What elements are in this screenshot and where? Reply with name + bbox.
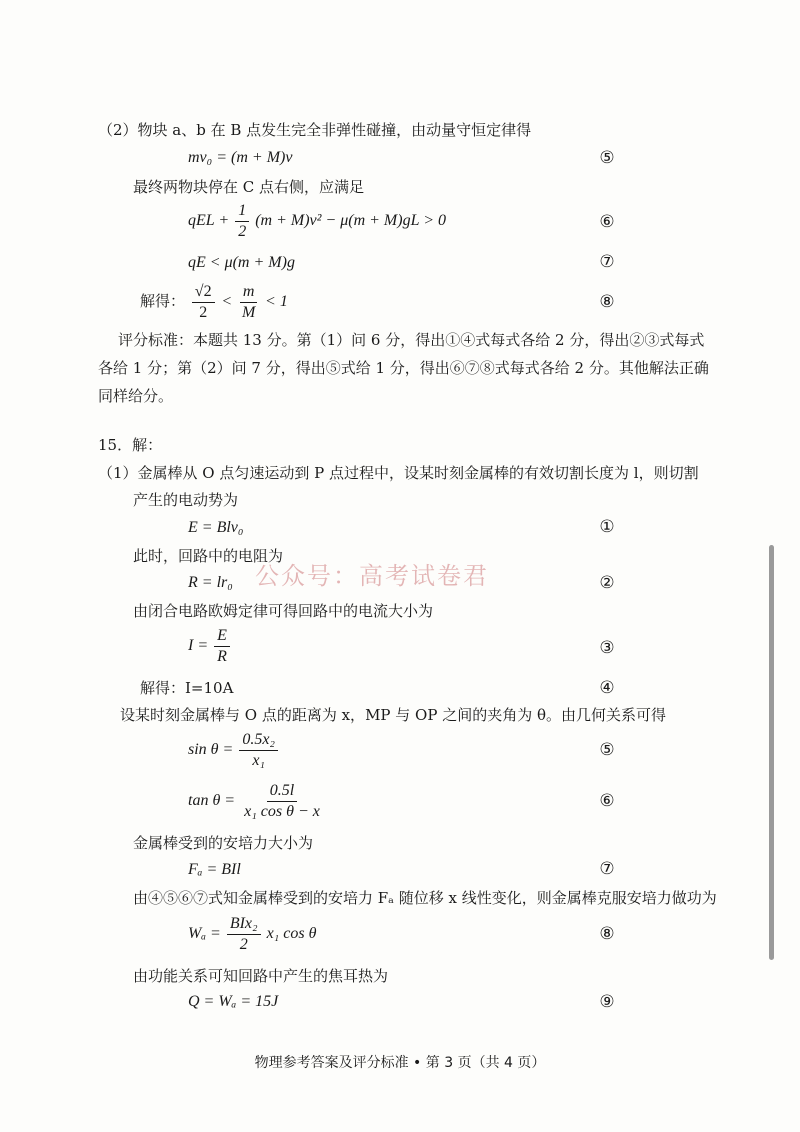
- grading-line-1: 评分标准：本题共 13 分。第（1）问 6 分，得出①④式每式各给 2 分，得出②③式每式: [118, 331, 705, 349]
- equation-9: Q = Wₐ = 15J: [188, 993, 279, 1010]
- eq6a-fraction: [235, 202, 249, 241]
- heat-text: 由功能关系可知回路中产生的焦耳热为: [133, 967, 389, 985]
- q15-intro-2: 产生的电动势为: [133, 491, 239, 509]
- grading-line-2: 各给 1 分；第（2）问 7 分，得出⑤式给 1 分，得出⑥⑦⑧式每式各给 2 分。其他解法正确: [98, 359, 709, 377]
- eq6a-left: qEL +: [188, 212, 230, 230]
- equation-3: [188, 626, 232, 666]
- eq-number-6a: ⑥: [599, 212, 615, 232]
- eq-number-5: ⑤: [599, 740, 615, 760]
- eq8-fraction: [227, 915, 261, 954]
- eq6-denominator: x₁ cos θ − x: [244, 802, 320, 820]
- eq6-left: tan θ =: [188, 792, 236, 809]
- eq6a-right: (m + M)v² − μ(m + M)gL > 0: [255, 212, 446, 230]
- eq8-right: x₁ cos θ: [266, 925, 317, 942]
- eq3-denominator: R: [217, 647, 227, 665]
- eq-number-8: ⑧: [599, 924, 615, 944]
- eq6-fraction: [241, 782, 323, 821]
- page-footer: 物理参考答案及评分标准 • 第 3 页（共 4 页）: [254, 1055, 546, 1071]
- eq8a-fraction-sqrt: [192, 283, 215, 322]
- eq6-numerator: 0.5l: [267, 782, 297, 802]
- eq6a-denominator: 2: [238, 223, 247, 240]
- eq-number-1: ①: [599, 517, 615, 537]
- equation-7a: qE < μ(m + M)g: [188, 254, 295, 271]
- eq3-numerator: E: [214, 627, 230, 647]
- eq5-numerator: 0.5x₂: [239, 731, 278, 751]
- equation-6a: [188, 202, 446, 241]
- eq5-left: sin θ =: [188, 741, 234, 758]
- eq-number-7a: ⑦: [599, 252, 615, 272]
- geometry-text: 设某时刻金属棒与 O 点的距离为 x，MP 与 OP 之间的夹角为 θ。由几何关系可得: [120, 706, 667, 724]
- part2-intro: （2）物块 a、b 在 B 点发生完全非弹性碰撞，由动量守恒定律得: [98, 121, 532, 139]
- eq8a-numerator-1: √2: [192, 283, 215, 303]
- eq8-numerator: BIx₂: [227, 915, 261, 935]
- equation-5a: mv₀ = (m + M)v: [188, 149, 293, 166]
- eq8a-denominator-1: 2: [199, 303, 208, 321]
- eq5-fraction: [239, 731, 278, 770]
- equation-5: [188, 730, 280, 770]
- q15-intro-1: （1）金属棒从 O 点匀速运动到 P 点过程中，设某时刻金属棒的有效切割长度为 l，则切割: [98, 464, 699, 482]
- eq-number-7: ⑦: [599, 859, 615, 879]
- eq8-denominator: 2: [239, 935, 248, 953]
- watermark: 公众号：高考试卷君: [255, 562, 489, 590]
- equation-4: 解得：I=10A: [140, 679, 234, 697]
- eq6a-numerator: 1: [235, 202, 249, 222]
- eq8a-denominator-2: M: [241, 303, 256, 321]
- eq8a-less-than-1: <: [221, 293, 233, 310]
- eq8a-fraction-mass: [239, 283, 258, 322]
- eq-number-8a: ⑧: [599, 292, 615, 312]
- work-text: 由④⑤⑥⑦式知金属棒受到的安培力 Fₐ 随位移 x 线性变化，则金属棒克服安培力做功为: [133, 889, 717, 907]
- eq-number-2: ②: [599, 573, 615, 593]
- eq5-denominator: x₁: [252, 751, 265, 769]
- eq-number-9: ⑨: [599, 992, 615, 1012]
- eq3-fraction: [214, 627, 230, 666]
- resistance-text: 此时，回路中的电阻为: [133, 547, 284, 565]
- eq3-left: I =: [188, 637, 209, 654]
- equation-7: Fₐ = BIl: [188, 861, 241, 878]
- eq-number-6: ⑥: [599, 791, 615, 811]
- equation-2: R = lr₀: [188, 574, 233, 591]
- eq8a-less-than-2: < 1: [265, 293, 288, 310]
- eq8-left: Wₐ =: [188, 925, 221, 942]
- scrollbar[interactable]: [769, 545, 774, 960]
- equation-1: E = Blv₀: [188, 519, 244, 536]
- ohm-law-text: 由闭合电路欧姆定律可得回路中的电流大小为: [133, 602, 434, 620]
- solution-label: 解得：: [140, 292, 186, 310]
- equation-8: [188, 914, 316, 954]
- equation-6: [188, 781, 325, 821]
- ampere-force-text: 金属棒受到的安培力大小为: [133, 834, 314, 852]
- stop-condition-text: 最终两物块停在 C 点右侧，应满足: [133, 178, 365, 196]
- grading-line-3: 同样给分。: [98, 387, 174, 405]
- eq8a-numerator-2: m: [240, 283, 258, 303]
- eq-number-4: ④: [599, 678, 615, 698]
- eq-number-3: ③: [599, 638, 615, 658]
- q15-title: 15．解：: [98, 436, 163, 454]
- eq-number-5a: ⑤: [599, 148, 615, 168]
- equation-8a: [140, 282, 288, 322]
